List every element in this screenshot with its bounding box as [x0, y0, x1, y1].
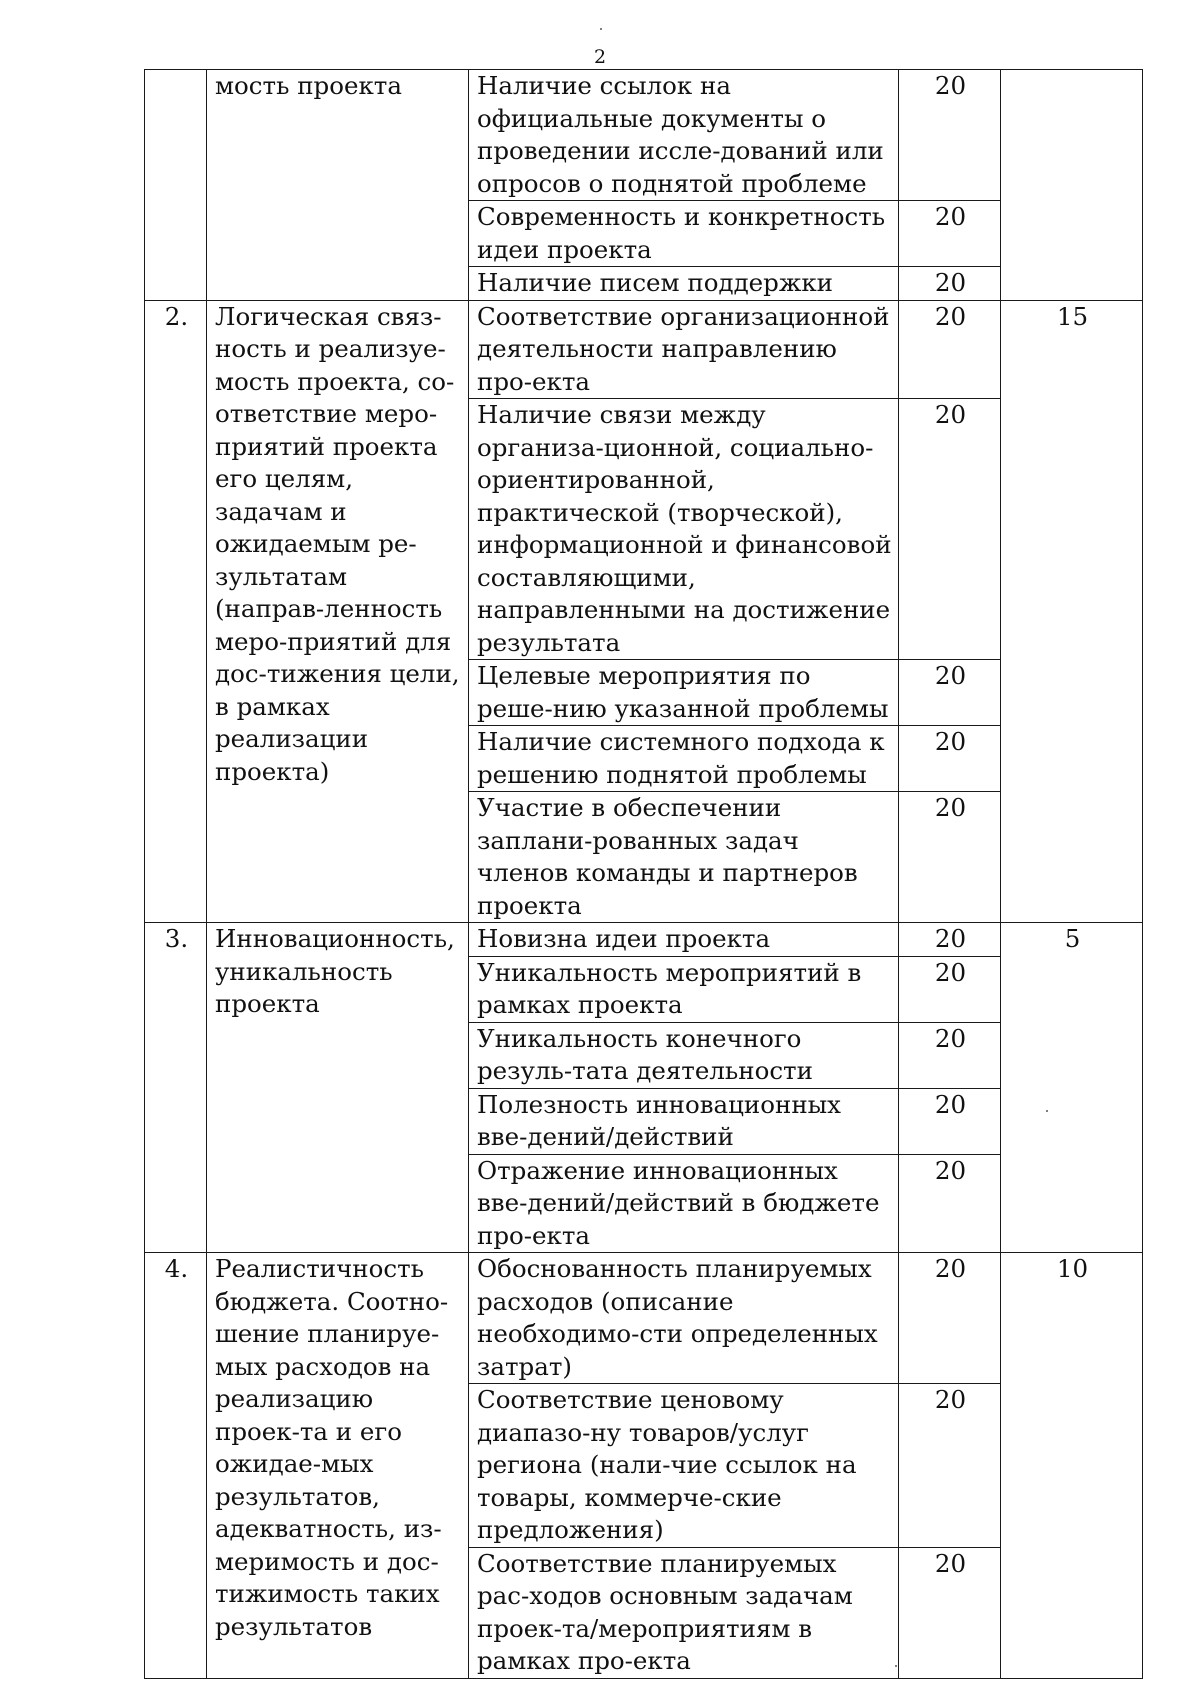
indicator-cell: Соответствие организационной деятельности направлению про-екта	[469, 300, 899, 399]
criterion-cell: Логическая связ-ность и реализуе-мость проекта, со-ответствие меро-приятий проекта его целям, задачам и ожидаемым ре-зультатам (направ-ленность меро-приятий для дос-тижения цели, в рамках реализации проекта)	[207, 300, 469, 923]
max-score-cell: 20	[899, 726, 1001, 792]
table-row	[145, 923, 1143, 957]
max-score-cell: 20	[899, 923, 1001, 957]
section-number: 4.	[145, 1253, 207, 1679]
indicator-cell: Наличие ссылок на официальные документы о проведении иссле-дований или опросов о поднятой проблеме	[469, 70, 899, 201]
indicator-cell: Новизна идеи проекта	[469, 923, 899, 957]
section-number: 3.	[145, 923, 207, 1253]
weight-cell: 10	[1001, 1253, 1143, 1679]
max-score-cell: 20	[899, 1022, 1001, 1088]
indicator-cell: Наличие писем поддержки	[469, 267, 899, 301]
criterion-cell: Инновационность, уникальность проекта	[207, 923, 469, 1253]
max-score-cell: 20	[899, 1088, 1001, 1154]
indicator-cell: Уникальность конечного резуль-тата деятельности	[469, 1022, 899, 1088]
indicator-cell: Участие в обеспечении заплани-рованных задач членов команды и партнеров проекта	[469, 792, 899, 923]
max-score-cell: 20	[899, 1384, 1001, 1548]
scan-speck	[895, 1665, 897, 1667]
table-row	[145, 1253, 1143, 1384]
max-score-cell: 20	[899, 660, 1001, 726]
criterion-cell: мость проекта	[207, 70, 469, 301]
indicator-cell: Полезность инновационных вве-дений/действий	[469, 1088, 899, 1154]
table-row	[145, 70, 1143, 201]
indicator-cell: Наличие системного подхода к решению поднятой проблемы	[469, 726, 899, 792]
max-score-cell: 20	[899, 267, 1001, 301]
evaluation-criteria-table	[144, 69, 1143, 1679]
max-score-cell: 20	[899, 956, 1001, 1022]
page-number: 2	[593, 46, 607, 68]
indicator-cell: Обоснованность планируемых расходов (описание необходимо-сти определенных затрат)	[469, 1253, 899, 1384]
indicator-cell: Наличие связи между организа-ционной, социально-ориентированной, практической (творческой), информационной и финансовой составляющими, направленными на достижение результата	[469, 399, 899, 660]
scan-speck	[1046, 1110, 1048, 1112]
weight-cell: 5	[1001, 923, 1143, 1253]
weight-cell	[1001, 70, 1143, 301]
max-score-cell: 20	[899, 792, 1001, 923]
scan-speck	[600, 28, 602, 30]
indicator-cell: Соответствие планируемых рас-ходов основным задачам проек-та/мероприятиям в рамках про-екта	[469, 1547, 899, 1678]
max-score-cell: 20	[899, 70, 1001, 201]
max-score-cell: 20	[899, 300, 1001, 399]
indicator-cell: Современность и конкретность идеи проекта	[469, 201, 899, 267]
indicator-cell: Уникальность мероприятий в рамках проекта	[469, 956, 899, 1022]
max-score-cell: 20	[899, 1154, 1001, 1253]
table-row	[145, 300, 1143, 399]
max-score-cell: 20	[899, 1253, 1001, 1384]
criterion-cell: Реалистичность бюджета. Соотно-шение планируе-мых расходов на реализацию проек-та и его ожидае-мых результатов, адекватность, из-меримость и дос-тижимость таких результатов	[207, 1253, 469, 1679]
weight-cell: 15	[1001, 300, 1143, 923]
max-score-cell: 20	[899, 201, 1001, 267]
max-score-cell: 20	[899, 399, 1001, 660]
section-number: 2.	[145, 300, 207, 923]
max-score-cell: 20	[899, 1547, 1001, 1678]
indicator-cell: Отражение инновационных вве-дений/действий в бюджете про-екта	[469, 1154, 899, 1253]
indicator-cell: Соответствие ценовому диапазо-ну товаров/услуг региона (нали-чие ссылок на товары, коммерче-ские предложения)	[469, 1384, 899, 1548]
indicator-cell: Целевые мероприятия по реше-нию указанной проблемы	[469, 660, 899, 726]
section-number	[145, 70, 207, 301]
